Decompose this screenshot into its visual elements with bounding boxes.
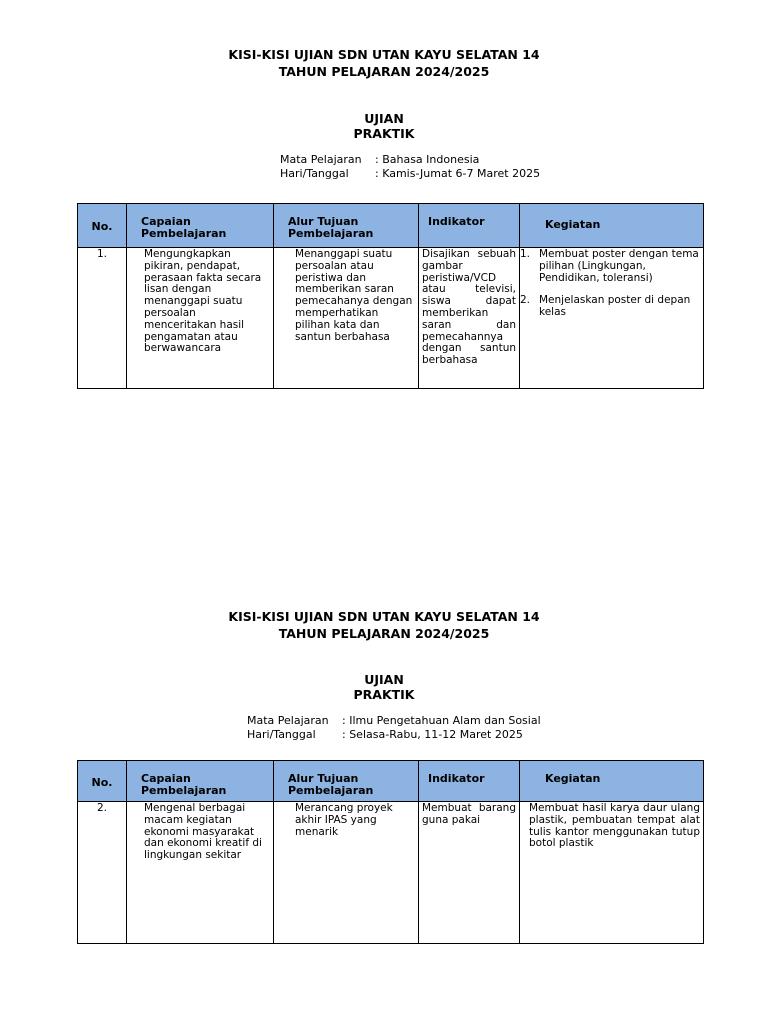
kegiatan-list (520, 248, 700, 319)
doc-title-line2: TAHUN PELAJARAN 2024/2025 (278, 64, 490, 79)
meta-date-value: : Selasa-Rabu, 11-12 Maret 2025 (342, 728, 523, 741)
header-indikator: Indikator (419, 761, 520, 802)
header-alur: Alur Tujuan Pembelajaran (274, 204, 419, 248)
exam-section-2 (0, 608, 768, 642)
header-no: No. (78, 761, 127, 802)
header-capaian: Capaian Pembelajaran (127, 204, 274, 248)
cell-no: 2. (78, 802, 127, 944)
cell-capaian: Mengenal berbagai macam kegiatan ekonomi masyarakat dan ekonomi kreatif di lingkungan sekitar (127, 802, 274, 944)
cell-kegiatan (520, 248, 704, 389)
doc-title-line2: TAHUN PELAJARAN 2024/2025 (278, 626, 490, 641)
list-item-text: Menjelaskan poster di depan kelas (539, 294, 691, 319)
meta-subject-row (247, 714, 541, 728)
cell-indikator: Membuat barang guna pakai (419, 802, 520, 944)
exam-meta-1 (280, 153, 540, 181)
table-header-row (78, 204, 704, 248)
kisi-table-2 (77, 760, 704, 944)
header-indikator: Indikator (419, 204, 520, 248)
subtitle-line1: UJIAN (364, 672, 404, 687)
cell-alur: Merancang proyek akhir IPAS yang menarik (274, 802, 419, 944)
table-header-row (78, 761, 704, 802)
meta-date-label: Hari/Tanggal (280, 167, 349, 180)
subtitle-line2: PRAKTIK (353, 687, 415, 702)
exam-subtitle-2 (0, 672, 768, 702)
doc-title-line1: KISI-KISI UJIAN SDN UTAN KAYU SELATAN 14 (228, 47, 540, 62)
header-capaian: Capaian Pembelajaran (127, 761, 274, 802)
list-item-number: 1. (520, 248, 531, 260)
header-kegiatan: Kegiatan (520, 761, 704, 802)
meta-subject-value: : Ilmu Pengetahuan Alam dan Sosial (342, 714, 541, 727)
exam-meta-2 (247, 714, 541, 742)
meta-subject-value: : Bahasa Indonesia (375, 153, 480, 166)
list-item-number: 2. (520, 294, 531, 307)
cell-indikator: Disajikan sebuah gambar peristiwa/VCD atau televisi, siswa dapat memberikan saran dan pemecahannya dengan santun berbahasa (419, 248, 520, 389)
table-row (78, 802, 704, 944)
header-alur: Alur Tujuan Pembelajaran (274, 761, 419, 802)
subtitle-line1: UJIAN (364, 111, 404, 126)
meta-date-value: : Kamis-Jumat 6-7 Maret 2025 (375, 167, 541, 180)
subtitle-line2: PRAKTIK (353, 126, 415, 141)
list-item (520, 248, 700, 284)
meta-subject-label: Mata Pelajaran (280, 153, 362, 166)
doc-title-line1: KISI-KISI UJIAN SDN UTAN KAYU SELATAN 14 (228, 609, 540, 624)
cell-kegiatan: Membuat hasil karya daur ulang plastik, pembuatan tempat alat tulis kantor menggunakan tutup botol plastik (520, 802, 704, 944)
list-item (520, 294, 700, 319)
meta-date-row (247, 728, 541, 742)
meta-subject-label: Mata Pelajaran (247, 714, 329, 727)
exam-subtitle-1 (0, 111, 768, 141)
table-row (78, 248, 704, 389)
meta-subject-row (280, 153, 540, 167)
header-no: No. (78, 204, 127, 248)
meta-date-label: Hari/Tanggal (247, 728, 316, 741)
exam-section-1 (0, 46, 768, 80)
cell-capaian: Mengungkapkan pikiran, pendapat, perasaan fakta secara lisan dengan menanggapi suatu persoalan menceritakan hasil pengamatan atau berwawancara (127, 248, 274, 389)
list-item-text: Membuat poster dengan tema pilihan (Lingkungan, Pendidikan, toleransi) (539, 248, 699, 284)
cell-no: 1. (78, 248, 127, 389)
meta-date-row (280, 167, 540, 181)
header-kegiatan: Kegiatan (520, 204, 704, 248)
cell-alur: Menanggapi suatu persoalan atau peristiwa dan memberikan saran pemecahanya dengan memperhatikan pilihan kata dan santun berbahasa (274, 248, 419, 389)
kisi-table-1 (77, 203, 704, 389)
